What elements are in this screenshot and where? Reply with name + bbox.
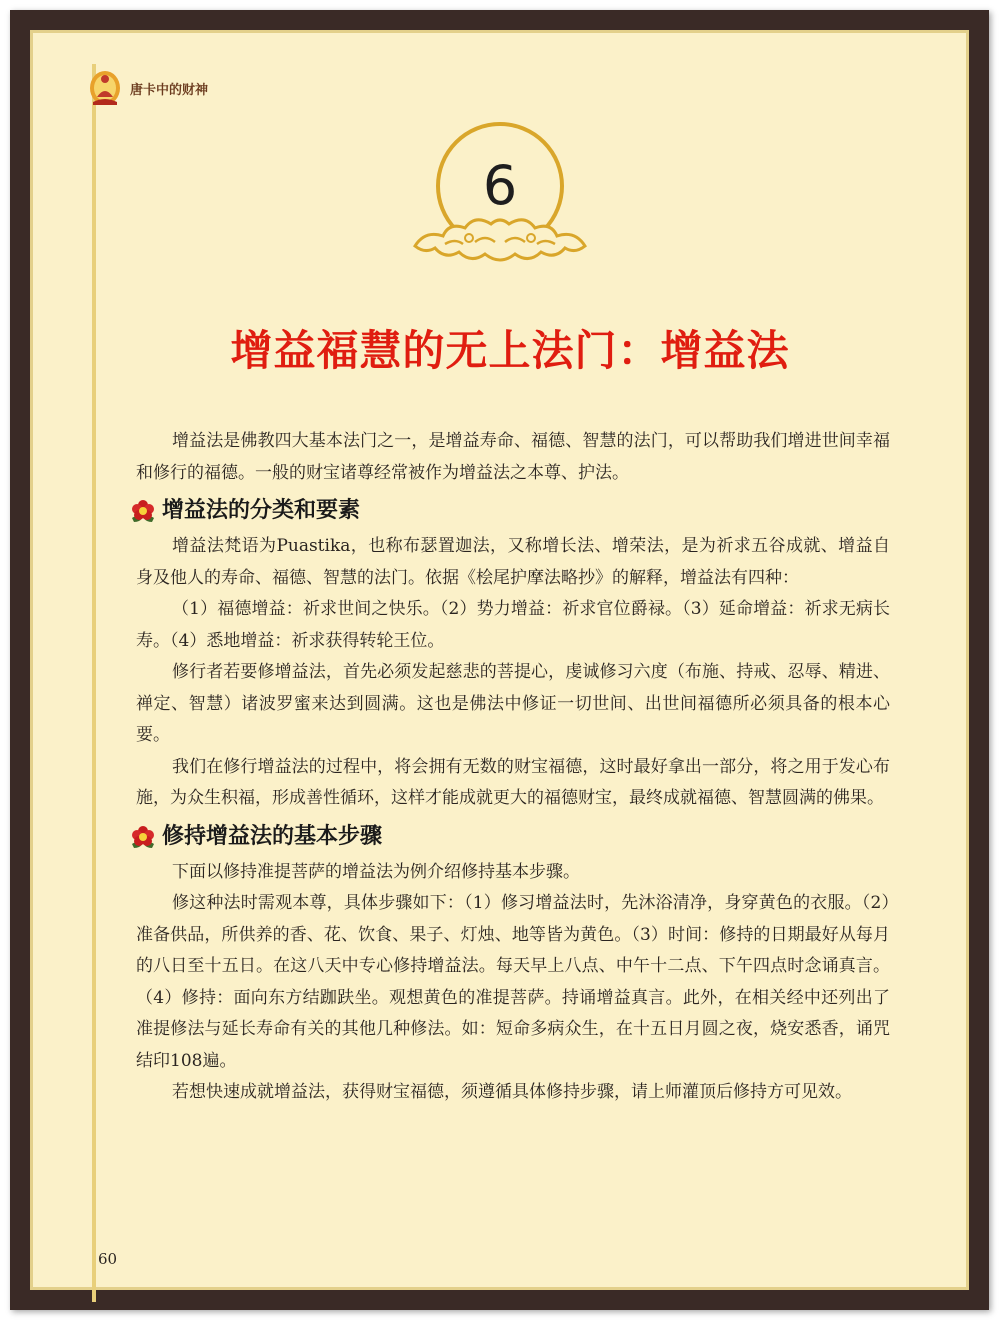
- page-number: 60: [98, 1250, 118, 1268]
- body-paragraph: （1）福德增益：祈求世间之快乐。（2）势力增益：祈求官位爵禄。（3）延命增益：祈求无病长寿。（4）悉地增益：祈求获得转轮王位。: [136, 599, 890, 651]
- section-heading: [128, 819, 890, 855]
- chapter-title: 增益福慧的无上法门：增益法: [230, 326, 790, 375]
- red-flower-icon: [128, 822, 158, 852]
- body-paragraph: 若想快速成就增益法，获得财宝福德，须遵循具体修持步骤，请上师灌顶后修持方可见效。: [172, 1082, 852, 1102]
- article-body: [136, 426, 890, 1109]
- section-heading: [128, 493, 890, 529]
- section-title: 增益法的分类和要素: [162, 498, 361, 524]
- section-title: 修持增益法的基本步骤: [162, 823, 383, 849]
- running-header: [88, 68, 208, 108]
- gold-margin-rule: [92, 64, 96, 1302]
- body-paragraph: 我们在修行增益法的过程中，将会拥有无数的财宝福德，这时最好拿出一部分，将之用于发心布施，为众生积福，形成善性循环，这样才能成就更大的福德财宝，最终成就福德、智慧圆满的佛果。: [136, 756, 890, 808]
- red-flower-icon: [128, 496, 158, 526]
- running-title: 唐卡中的财神: [130, 82, 209, 98]
- buddha-icon: [88, 69, 122, 107]
- body-paragraph: 下面以修持准提菩萨的增益法为例介绍修持基本步骤。: [172, 861, 580, 882]
- body-paragraph: 修行者若要修增益法，首先必须发起慈悲的菩提心，虔诚修习六度（布施、持戒、忍辱、精进、禅定、智慧）诸波罗蜜来达到圆满。这也是佛法中修证一切世间、出世间福德所必须具备的根本心要。: [136, 662, 890, 745]
- intro-paragraph: 增益法是佛教四大基本法门之一，是增益寿命、福德、智慧的法门，可以帮助我们增进世间幸福和修行的福德。一般的财宝诸尊经常被作为增益法之本尊、护法。: [136, 431, 890, 483]
- body-paragraph: 修这种法时需观本尊，具体步骤如下：（1）修习增益法时，先沐浴清净，身穿黄色的衣服。（2）准备供品，所供养的香、花、饮食、果子、灯烛、地等皆为黄色。（3）时间：修持的日期最好从每月的八日至十五日。在这八天中专心修持增益法。每天早上八点、中午十二点、下午四点时念诵真言。（4）修持：面向东方结跏趺坐。观想黄色的准提菩萨。持诵增益真言。此外，在相关经中还列出了准提修法与延长寿命有关的其他几种修法。如：短命多病众生，在十五日月圆之夜，烧安悉香，诵咒结印108遍。: [136, 893, 890, 1071]
- chapter-number: 6: [482, 154, 518, 217]
- body-paragraph: 增益法梵语为Puastika，也称布瑟置迦法，又称增长法、增荣法，是为祈求五谷成就、增益自身及他人的寿命、福德、智慧的法门。依据《桧尾护摩法略抄》的解释，增益法有四种：: [136, 536, 890, 588]
